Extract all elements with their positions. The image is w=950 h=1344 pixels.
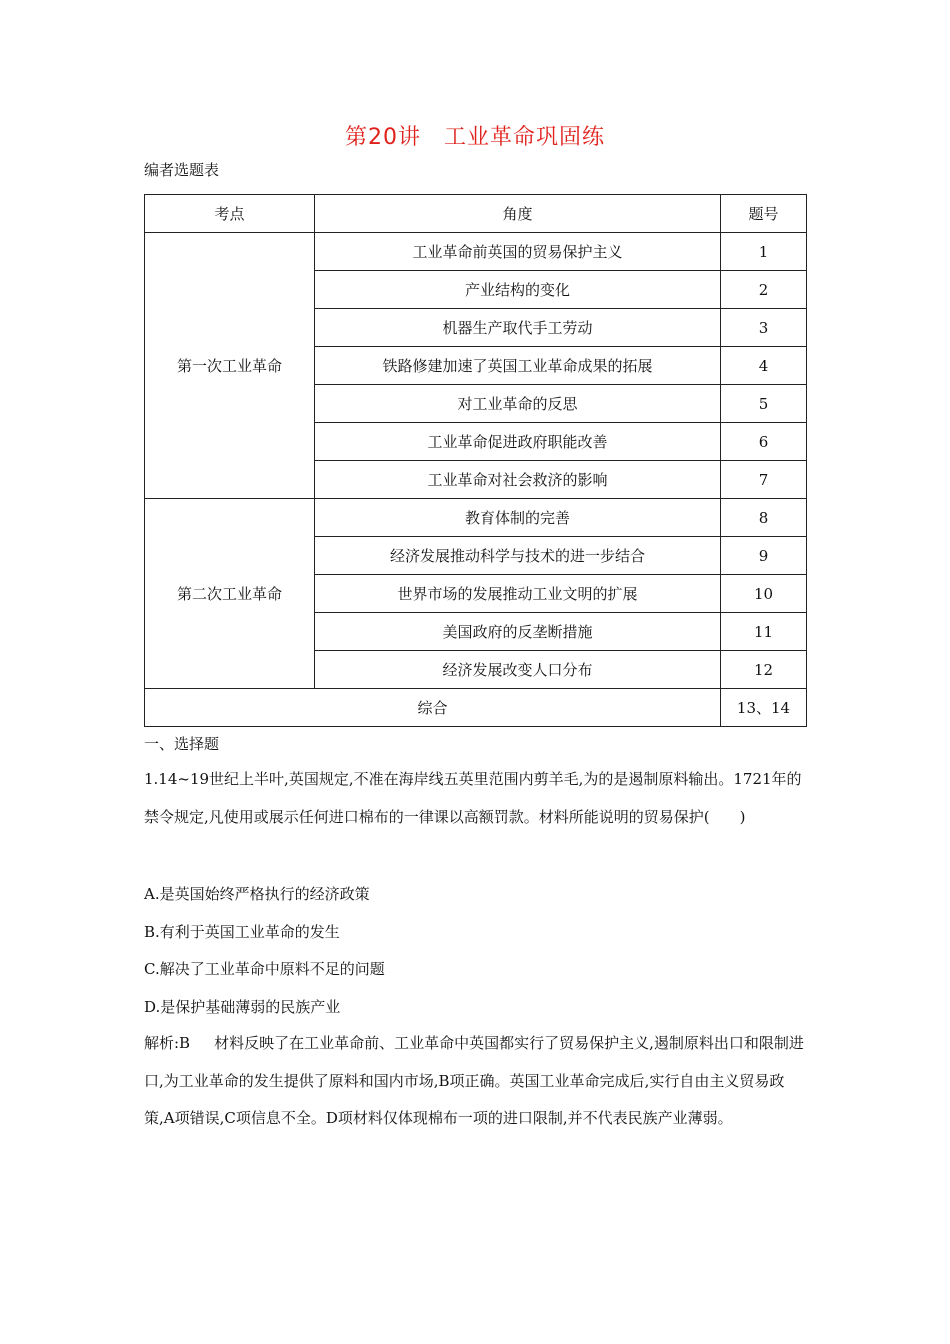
table-row	[145, 233, 807, 271]
angle-cell: 对工业革命的反思	[315, 385, 721, 423]
topic-selection-table	[144, 194, 807, 727]
number-cell: 10	[721, 575, 807, 613]
number-cell: 6	[721, 423, 807, 461]
table-header-row	[145, 195, 807, 233]
number-cell: 7	[721, 461, 807, 499]
topic-cell: 第一次工业革命	[145, 233, 315, 499]
angle-cell: 工业革命促进政府职能改善	[315, 423, 721, 461]
number-cell: 5	[721, 385, 807, 423]
option-d: D.是保护基础薄弱的民族产业	[144, 997, 341, 1016]
angle-cell: 经济发展推动科学与技术的进一步结合	[315, 537, 721, 575]
option-c: C.解决了工业革命中原料不足的问题	[144, 960, 385, 978]
analysis-label: 解析:B	[144, 1034, 191, 1052]
section-heading: 一、选择题	[144, 735, 220, 753]
option-b: B.有利于英国工业革命的发生	[144, 922, 340, 941]
angle-cell: 工业革命对社会救济的影响	[315, 461, 721, 499]
angle-cell: 经济发展改变人口分布	[315, 651, 721, 689]
summary-label-cell: 综合	[145, 689, 721, 727]
table-row	[145, 499, 807, 537]
header-cell: 考点	[145, 195, 315, 233]
angle-cell: 世界市场的发展推动工业文明的扩展	[315, 575, 721, 613]
header-cell: 题号	[721, 195, 807, 233]
number-cell: 2	[721, 271, 807, 309]
angle-cell: 美国政府的反垄断措施	[315, 613, 721, 651]
header-cell: 角度	[315, 195, 721, 233]
number-cell: 12	[721, 651, 807, 689]
angle-cell: 产业结构的变化	[315, 271, 721, 309]
option-a: A.是英国始终严格执行的经济政策	[144, 885, 370, 903]
answer-analysis	[144, 1025, 808, 1138]
angle-cell: 教育体制的完善	[315, 499, 721, 537]
question-stem: 1.14~19世纪上半叶,英国规定,不准在海岸线五英里范围内剪羊毛,为的是遏制原料输出。1721年的禁令规定,凡使用或展示任何进口棉布的一律课以高额罚款。材料所能说明的贸易保护( )	[144, 770, 802, 826]
page-title: 第20讲 工业革命巩固练	[345, 125, 605, 150]
topic-cell: 第二次工业革命	[145, 499, 315, 689]
number-cell: 3	[721, 309, 807, 347]
angle-cell: 铁路修建加速了英国工业革命成果的拓展	[315, 347, 721, 385]
analysis-text: 材料反映了在工业革命前、工业革命中英国都实行了贸易保护主义,遏制原料出口和限制进口,为工业革命的发生提供了原料和国内市场,B项正确。英国工业革命完成后,实行自由主义贸易政策,A项错误,C项信息不全。D项材料仅体现棉布一项的进口限制,并不代表民族产业薄弱。	[144, 1034, 804, 1127]
question-options	[144, 876, 808, 1026]
number-cell: 11	[721, 613, 807, 651]
angle-cell: 机器生产取代手工劳动	[315, 309, 721, 347]
number-cell: 1	[721, 233, 807, 271]
angle-cell: 工业革命前英国的贸易保护主义	[315, 233, 721, 271]
summary-number-cell: 13、14	[721, 689, 807, 727]
table-summary-row	[145, 689, 807, 727]
number-cell: 8	[721, 499, 807, 537]
number-cell: 4	[721, 347, 807, 385]
table-caption: 编者选题表	[144, 161, 220, 179]
number-cell: 9	[721, 537, 807, 575]
